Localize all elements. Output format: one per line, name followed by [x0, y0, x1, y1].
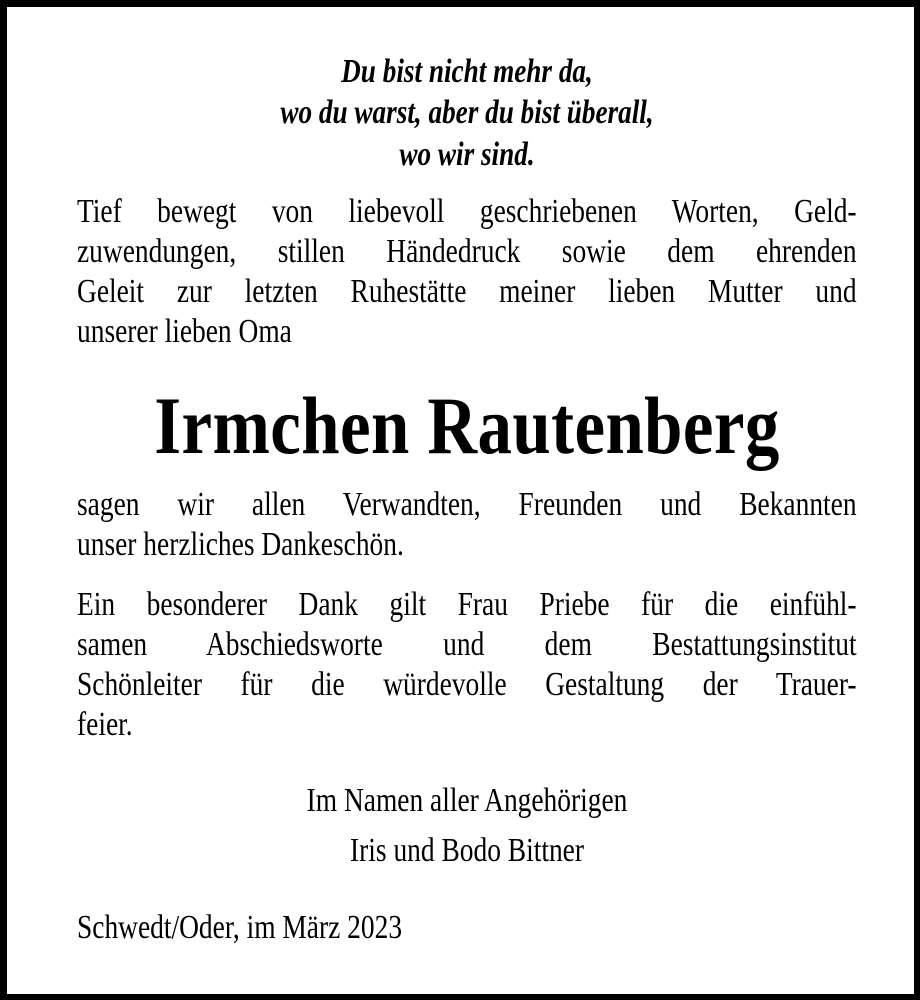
- intro-line-4: unserer lieben Oma: [77, 313, 292, 350]
- intro-line-3: Geleit zur letzten Ruhestätte meiner lieben Mutter und: [77, 273, 857, 310]
- thanks-line-2: unser herzliches Dankeschön.: [77, 526, 404, 563]
- special-thanks-line-3: Schönleiter für die würdevolle Gestaltung der Trauer-: [77, 666, 857, 703]
- deceased-name-heading: Irmchen Rautenberg: [154, 380, 780, 471]
- motto-line-3: wo wir sind.: [399, 136, 535, 173]
- signature-names: Iris und Bodo Bittner: [350, 832, 584, 869]
- place-date: Schwedt/Oder, im März 2023: [77, 909, 403, 946]
- special-thanks-line-1: Ein besonderer Dank gilt Frau Priebe für die einfühl-: [77, 586, 857, 623]
- motto-line-1: Du bist nicht mehr da,: [341, 53, 593, 90]
- special-thanks-line-2: samen Abschiedsworte und dem Bestattungsinstitut: [77, 626, 857, 663]
- signature-on-behalf: Im Namen aller Angehörigen: [306, 782, 628, 819]
- thanks-line-1: sagen wir allen Verwandten, Freunden und Bekannten: [77, 486, 857, 523]
- special-thanks-line-4: feier.: [77, 706, 133, 743]
- intro-line-2: zuwendungen, stillen Händedruck sowie dem ehrenden: [77, 233, 857, 270]
- motto-line-2: wo du warst, aber du bist überall,: [280, 94, 654, 131]
- intro-line-1: Tief bewegt von liebevoll geschriebenen Worten, Geld-: [77, 193, 857, 230]
